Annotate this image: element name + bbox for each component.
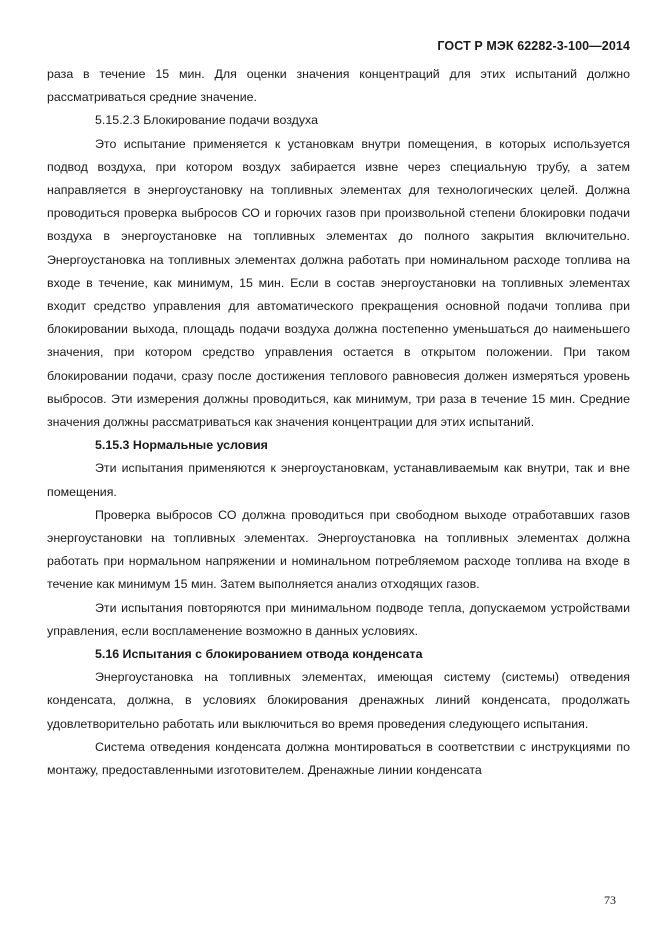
subsection-heading-5-15-2-3: 5.15.2.3 Блокирование подачи воздуха: [95, 113, 319, 128]
paragraph-continuation: раза в течение 15 мин. Для оценки значения концентраций для этих испытаний должно рассматриваться средние значение.: [47, 67, 630, 105]
page-number: 73: [604, 893, 616, 907]
page-body: [47, 63, 630, 782]
paragraph-condensate-system: Энергоустановка на топливных элементах, имеющая систему (системы) отведения конденсата, должна, в условиях блокирования дренажных линий конденсата, продолжать удовлетворительно работать или выключиться во время проведения следующего испытания.: [47, 670, 630, 731]
paragraph-minimum-heat-repeat: Эти испытания повторяются при минимальном подводе тепла, допускаемом устройствами управления, если воспламенение возможно в данных условиях.: [47, 600, 630, 638]
paragraph-air-blocking: Это испытание применяется к установкам внутри помещения, в которых используется подвод воздуха, при котором воздух забирается извне через специальную трубу, а затем направляется в энергоустановку на топливных элементах для технологических целей. Должна проводиться проверка выбросов СО и горючих газов при произвольной степени блокировки подачи воздуха в энергоустановке на топливных элементах до полного закрытия включительно. Энергоустановка на топливных элементах должна работать при номинальном расходе топлива на входе в течение, как минимум, 15 мин. Если в состав энергоустановки на топливных элементах входит средство управления для автоматического прекращения основной подачи топлива при блокировании выхода, площадь подачи воздуха должна постепенно уменьшаться до наименьшего значения, при котором средство управления остается в открытом положении. При таком блокировании подачи, сразу после достижения теплового равновесия должен измеряться уровень выбросов. Эти измерения должны проводиться, как минимум, три раза в течение 15 мин. Средние значения должны рассматриваться как значения концентрации для этих испытаний.: [47, 136, 630, 430]
paragraph-condensate-installation: Система отведения конденсата должна монтироваться в соответствии с инструкциями по монтажу, предоставленными изготовителем. Дренажные линии конденсата: [47, 739, 630, 778]
section-heading-5-16: 5.16 Испытания с блокированием отвода конденсата: [95, 647, 423, 662]
paragraph-normal-conditions-scope: Эти испытания применяются к энергоустановкам, устанавливаемым как внутри, так и вне помещения.: [47, 461, 630, 499]
paragraph-co-emission-check: Проверка выбросов СО должна проводиться при свободном выходе отработавших газов энергоустановки на топливных элементах. Энергоустановка на топливных элементах должна работать при нормальном напряжении и номинальном потребляемом расходе топлива на входе в течение как минимум 15 мин. Затем выполняется анализ отходящих газов.: [47, 507, 630, 592]
subsection-heading-5-15-3: 5.15.3 Нормальные условия: [95, 438, 268, 453]
document-standard-header: ГОСТ Р МЭК 62282-3-100—2014: [437, 39, 630, 53]
